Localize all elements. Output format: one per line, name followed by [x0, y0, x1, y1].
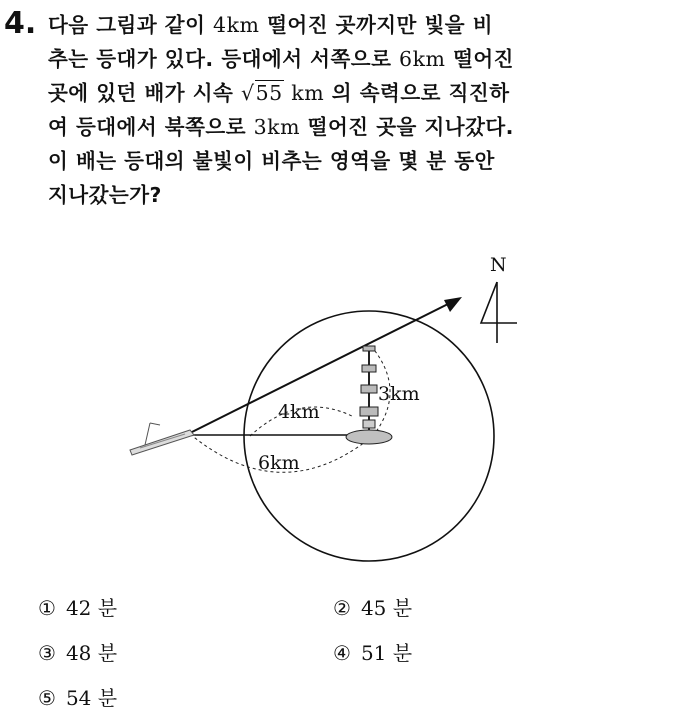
text-segment: 여 등대에서 북쪽으로	[48, 115, 254, 139]
north-label: N	[490, 254, 507, 276]
question-line-1	[48, 8, 648, 42]
choice-2[interactable]	[333, 592, 412, 621]
text-segment: 떨어진	[445, 47, 514, 71]
text-segment: 다음 그림과 같이	[48, 13, 214, 37]
question-line-3	[48, 76, 648, 110]
choice-text: 42 분	[65, 596, 118, 620]
ship-icon	[130, 423, 194, 455]
question-number: 4.	[4, 6, 37, 41]
question-line-5: 이 배는 등대의 불빛이 비추는 영역을 몇 분 동안	[48, 149, 495, 173]
question-line-2	[48, 42, 648, 76]
text-segment: 의 속력으로 직진하	[324, 81, 510, 105]
choice-text: 45 분	[360, 596, 413, 620]
choice-number: ④	[333, 641, 351, 665]
choice-3[interactable]	[38, 637, 117, 666]
lighthouse-figure	[0, 240, 673, 580]
text-segment: 떨어진 곳까지만 빛을 비	[259, 13, 494, 37]
label-6km: 6km	[258, 452, 300, 474]
choice-5[interactable]	[38, 682, 117, 711]
label-4km: 4km	[278, 401, 320, 423]
question-text	[48, 8, 648, 212]
sqrt-radicand: 55	[255, 81, 283, 105]
distance-3km: 3km	[253, 115, 301, 139]
choice-1[interactable]	[38, 592, 117, 621]
choice-text: 48 분	[65, 641, 118, 665]
distance-4km: 4km	[213, 13, 260, 37]
choice-text: 51 분	[360, 641, 413, 665]
choice-number: ③	[38, 641, 56, 665]
distance-6km: 6km	[399, 47, 446, 71]
north-compass-icon	[481, 282, 517, 343]
label-3km: 3km	[378, 383, 420, 405]
choice-text: 54 분	[65, 686, 118, 710]
speed-unit: km	[291, 81, 325, 105]
speed-sqrt: √55	[240, 81, 283, 105]
text-segment: 곳에 있던 배가 시속	[48, 81, 241, 105]
text-segment: 떨어진 곳을 지나갔다.	[300, 115, 514, 139]
ship-direction-arrow-icon	[444, 297, 462, 312]
question-line-6: 지나갔는가?	[48, 183, 162, 207]
question-line-4	[48, 110, 648, 144]
choice-number: ⑤	[38, 686, 56, 710]
choice-4[interactable]	[333, 637, 412, 666]
choice-number: ①	[38, 596, 56, 620]
text-segment: 추는 등대가 있다. 등대에서 서쪽으로	[48, 47, 400, 71]
choice-number: ②	[333, 596, 351, 620]
